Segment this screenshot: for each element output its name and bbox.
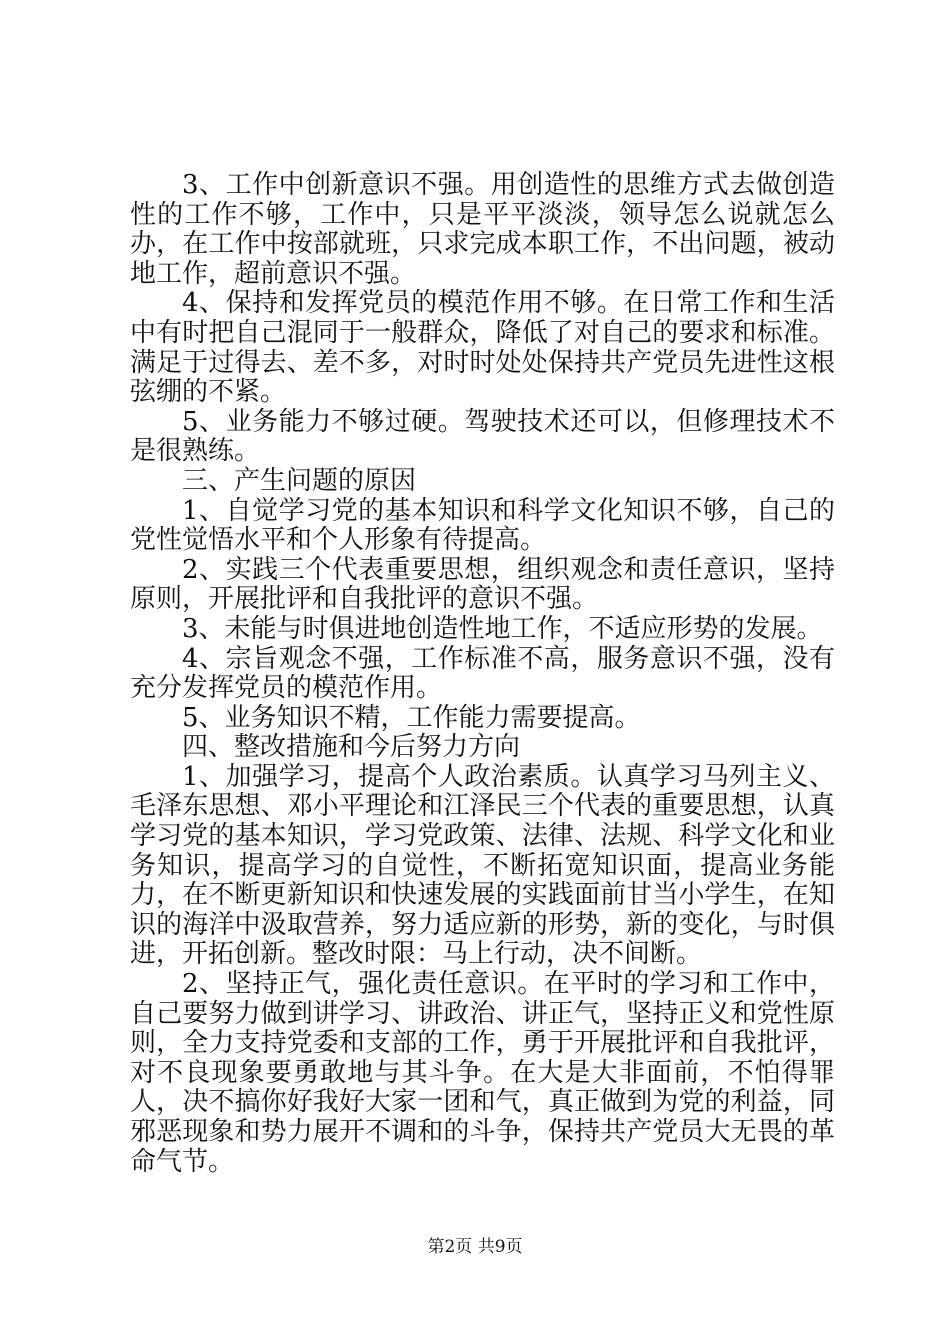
page-footer bbox=[0, 1237, 950, 1257]
section-heading-measures: 四、整改措施和今后努力方向 bbox=[182, 732, 521, 763]
paragraph-problem-5: 5、业务能力不够过硬。驾驶技术还可以，但修理技术不是很熟练。 bbox=[130, 406, 835, 467]
page-number-label: 第2页 共9页 bbox=[427, 1237, 523, 1257]
paragraph-measure-1: 1、加强学习，提高个人政治素质。认真学习马列主义、毛泽东思想、邓小平理论和江泽民三个代表的重要思想，认真学习党的基本知识，学习党政策、法律、法规、科学文化和业务知识，提高学习的自觉性，不断拓宽知识面，提高业务能力，在不断更新知识和快速发展的实践面前甘当小学生，在知识的海洋中汲取营养，努力适应新的形势，新的变化，与时俱进，开拓创新。整改时限：马上行动，决不间断。 bbox=[130, 761, 835, 970]
paragraph-problem-3: 3、工作中创新意识不强。用创造性的思维方式去做创造性的工作不够，工作中，只是平平淡淡，领导怎么说就怎么办，在工作中按部就班，只求完成本职工作，不出问题，被动地工作，超前意识不强。 bbox=[130, 170, 835, 289]
paragraph-cause-2: 2、实践三个代表重要思想，组织观念和责任意识，坚持原则，开展批评和自我批评的意识不强。 bbox=[130, 554, 835, 615]
paragraph-measure-2: 2、坚持正气，强化责任意识。在平时的学习和工作中，自己要努力做到讲学习、讲政治、讲正气，坚持正义和党性原则，全力支持党委和支部的工作，勇于开展批评和自我批评，对不良现象要勇敢地与其斗争。在大是大非面前，不怕得罪人，决不搞你好我好大家一团和气，真正做到为党的利益，同邪恶现象和势力展开不调和的斗争，保持共产党员大无畏的革命气节。 bbox=[130, 969, 835, 1177]
section-heading-causes: 三、产生问题的原因 bbox=[182, 465, 417, 496]
paragraph-cause-1: 1、自觉学习党的基本知识和科学文化知识不够，自己的党性觉悟水平和个人形象有待提高。 bbox=[130, 495, 835, 556]
paragraph-cause-4: 4、宗旨观念不强，工作标准不高，服务意识不强，没有充分发挥党员的模范作用。 bbox=[130, 643, 835, 704]
document-body bbox=[130, 171, 835, 1177]
paragraph-cause-3: 3、未能与时俱进地创造性地工作，不适应形势的发展。 bbox=[182, 613, 823, 644]
paragraph-problem-4: 4、保持和发挥党员的模范作用不够。在日常工作和生活中有时把自己混同于一般群众，降低了对自己的要求和标准。满足于过得去、差不多，对时时处处保持共产党员先进性这根弦绷的不紧。 bbox=[130, 288, 835, 408]
paragraph-cause-5: 5、业务知识不精，工作能力需要提高。 bbox=[182, 702, 641, 733]
